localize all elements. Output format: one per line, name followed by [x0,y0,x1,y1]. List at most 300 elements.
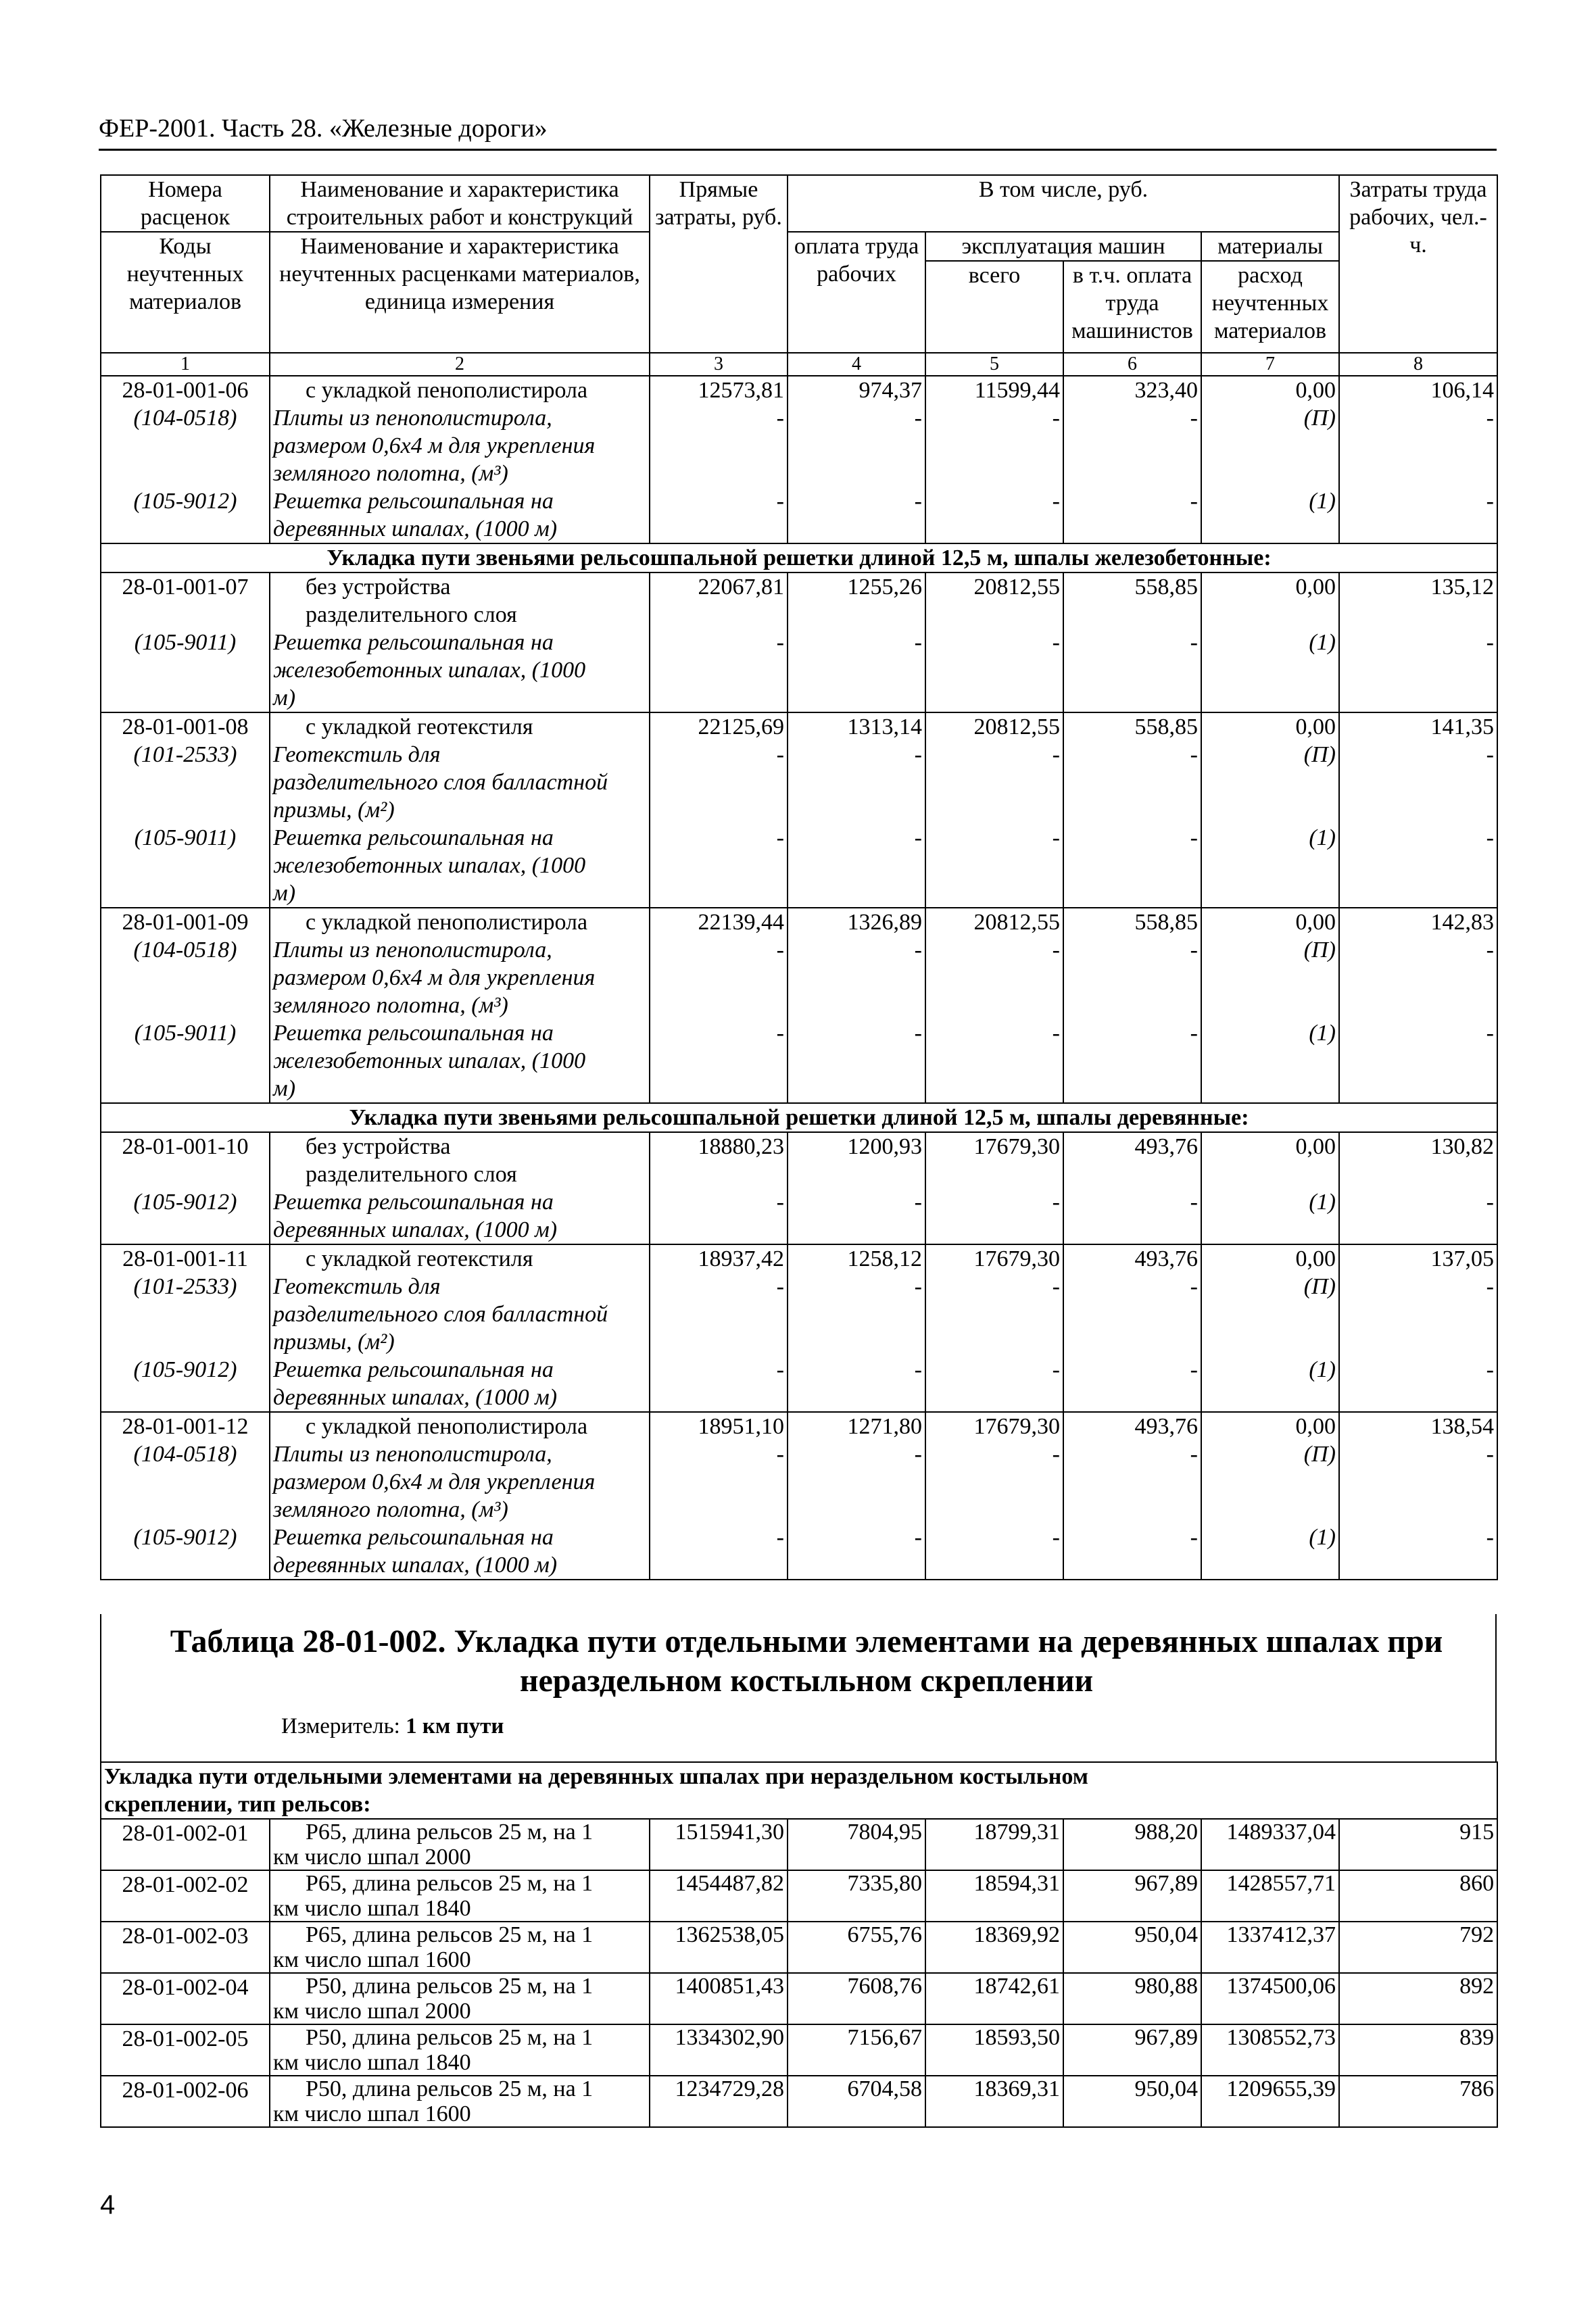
material-description: Плиты из пенополистирола, [273,937,552,962]
material-mark: (1) [1309,825,1336,850]
spacer [653,992,784,1019]
materials-value: 0,00 [1295,1246,1336,1271]
direct-costs: 22139,44 [698,910,784,935]
measure-label: Измеритель: [281,1714,400,1738]
dash: - [1052,1442,1060,1467]
material-code: (104-0518) [133,1442,237,1467]
work-description: Р50, длина рельсов 25 м, на 1 [306,2076,594,2101]
header-machines: эксплуатация машин [925,232,1201,261]
material-mark: (1) [1309,489,1336,514]
spacer [1343,852,1494,879]
material-description: размером 0,6х4 м для укрепления [273,965,596,990]
materials-value: 0,00 [1295,910,1336,935]
spacer [104,769,266,796]
spacer [1067,1161,1198,1188]
spacer [104,601,266,629]
description-cell [270,1870,650,1922]
labor-pay: 1255,26 [847,575,922,600]
material-mark: (1) [1309,1357,1336,1382]
labor-pay: 7804,95 [788,1819,925,1870]
material-description: железобетонных шпалах, (1000 [273,853,586,878]
rate-code-cell [101,1132,270,1244]
labor-hours-cell [1339,376,1497,543]
machinists-pay-cell [1063,1412,1201,1580]
spacer [1067,515,1198,543]
spacer [653,852,784,879]
dash: - [776,1442,784,1467]
materials-value: 1489337,04 [1201,1819,1339,1870]
spacer [929,992,1060,1019]
materials-value: 1428557,71 [1201,1870,1339,1922]
description-cell [270,1244,650,1412]
spacer [653,1468,784,1496]
spacer [1067,796,1198,824]
material-description: м) [273,881,296,906]
spacer [791,1161,922,1188]
labor-hours: 106,14 [1430,378,1494,403]
dash: - [1190,1021,1198,1046]
machinists-pay: 493,76 [1134,1414,1198,1439]
spacer [1343,1496,1494,1524]
work-description: Р65, длина рельсов 25 м, на 1 [306,1871,594,1896]
materials-value-cell [1201,376,1339,543]
labor-pay: 1200,93 [847,1134,922,1159]
spacer [1343,656,1494,684]
spacer [1205,601,1336,629]
spacer [1205,1075,1336,1102]
materials-value: 1308552,73 [1201,2024,1339,2076]
dash: - [776,406,784,431]
spacer [104,1384,266,1411]
rate-code-cell [101,572,270,712]
description-cell [270,712,650,908]
column-number: 8 [1339,353,1497,376]
spacer [791,460,922,487]
dash: - [1486,825,1494,850]
dash: - [776,742,784,767]
direct-costs-cell [650,572,788,712]
labor-hours: 135,12 [1430,575,1494,600]
spacer [1205,879,1336,907]
direct-costs-cell [650,1132,788,1244]
dash: - [776,1357,784,1382]
dash: - [914,1190,922,1215]
machines-total-cell [925,908,1063,1103]
direct-costs: 22067,81 [698,575,784,600]
work-description: разделительного слоя [306,602,517,627]
rates-table-28-01-002 [100,1761,1498,2128]
section-heading: Укладка пути звеньями рельсошпальной решетки длиной 12,5 м, шпалы железобетонные: [101,543,1497,572]
spacer [1343,1300,1494,1328]
materials-value: 0,00 [1295,1134,1336,1159]
machinists-pay: 558,85 [1134,575,1198,600]
dash: - [914,742,922,767]
material-mark: (1) [1309,1021,1336,1046]
spacer [653,1384,784,1411]
machines-total: 18369,31 [925,2076,1063,2127]
spacer [1067,1300,1198,1328]
material-code: (105-9012) [133,1525,237,1550]
dash: - [1190,1274,1198,1299]
spacer [1205,1468,1336,1496]
material-description: земляного полотна, (м³) [273,461,508,486]
spacer [653,1551,784,1579]
table-row [101,1132,1497,1244]
work-description: Р65, длина рельсов 25 м, на 1 [306,1820,594,1845]
spacer [1343,964,1494,992]
material-description: размером 0,6х4 м для укрепления [273,1469,596,1494]
machinists-pay: 988,20 [1063,1819,1201,1870]
material-code: (105-9011) [134,1021,237,1046]
dash: - [1052,742,1060,767]
dash: - [1486,937,1494,962]
spacer [791,1047,922,1075]
spacer [791,656,922,684]
spacer [1343,1328,1494,1356]
labor-pay: 7335,80 [788,1870,925,1922]
spacer [104,1551,266,1579]
dash: - [914,937,922,962]
header-labor-pay: оплата труда рабочих [788,232,925,353]
labor-pay-cell [788,1244,925,1412]
work-description: разделительного слоя [306,1162,517,1187]
spacer [1343,432,1494,460]
dash: - [914,1021,922,1046]
machines-total: 18369,92 [925,1922,1063,1973]
spacer [929,1551,1060,1579]
spacer [929,1216,1060,1244]
material-code: (105-9012) [133,1190,237,1215]
machines-total-cell [925,1412,1063,1580]
spacer [1205,992,1336,1019]
material-description: Решетка рельсошпальная на [273,1525,554,1550]
spacer [104,1161,266,1188]
material-description: разделительного слоя балластной [273,1302,608,1327]
spacer [929,769,1060,796]
labor-hours: 141,35 [1430,714,1494,739]
machinists-pay: 493,76 [1134,1134,1198,1159]
dash: - [776,825,784,850]
spacer [791,432,922,460]
table-row [101,2024,1497,2076]
header-machinists-pay: в т.ч. оплата труда машинистов [1063,261,1201,353]
spacer [104,1496,266,1524]
machinists-pay-cell [1063,572,1201,712]
spacer [1067,684,1198,712]
work-description: км число шпал 1840 [273,2050,471,2075]
labor-hours: 130,82 [1430,1134,1494,1159]
spacer [791,1496,922,1524]
machines-total: 17679,30 [973,1134,1060,1159]
spacer [929,1161,1060,1188]
labor-pay-cell [788,572,925,712]
spacer [1205,1551,1336,1579]
spacer [1067,1551,1198,1579]
labor-pay: 974,37 [859,378,922,403]
work-description: км число шпал 1600 [273,1947,471,1972]
spacer [1343,1551,1494,1579]
machinists-pay: 493,76 [1134,1246,1198,1271]
spacer [929,1075,1060,1102]
rate-code: 28-01-002-04 [101,1973,270,2024]
labor-pay: 6755,76 [788,1922,925,1973]
spacer [104,1075,266,1102]
spacer [791,1075,922,1102]
spacer [1067,1328,1198,1356]
spacer [1343,1047,1494,1075]
section-heading-line: Укладка пути отдельными элементами на деревянных шпалах при нераздельном костыльном [104,1764,1088,1789]
labor-pay: 1326,89 [847,910,922,935]
dash: - [914,489,922,514]
spacer [653,879,784,907]
work-description: без устройства [306,575,451,600]
dash: - [914,1442,922,1467]
machinists-pay-cell [1063,712,1201,908]
spacer [653,1075,784,1102]
header-materials-consumption: расход неучтенных материалов [1201,261,1339,353]
direct-costs-cell [650,712,788,908]
direct-costs-cell [650,1244,788,1412]
header-codes: Коды неучтенных материалов [101,232,270,353]
dash: - [914,1274,922,1299]
dash: - [1052,406,1060,431]
work-description: с укладкой пенополистирола [306,378,588,403]
material-description: Решетка рельсошпальная на [273,825,554,850]
machinists-pay: 950,04 [1063,2076,1201,2127]
spacer [929,879,1060,907]
spacer [791,879,922,907]
material-code: (104-0518) [133,406,237,431]
page-header: ФЕР-2001. Часть 28. «Железные дороги» [99,114,548,143]
column-number: 1 [101,353,270,376]
machines-total-cell [925,376,1063,543]
materials-value: 0,00 [1295,575,1336,600]
labor-pay: 7608,76 [788,1973,925,2024]
direct-costs: 1400851,43 [650,1973,788,2024]
material-description: Геотекстиль для [273,742,441,767]
spacer [104,684,266,712]
spacer [791,1216,922,1244]
table-row [101,1819,1497,1870]
material-mark: (П) [1303,742,1336,767]
spacer [929,460,1060,487]
table-row [101,712,1497,908]
spacer [653,1496,784,1524]
direct-costs: 22125,69 [698,714,784,739]
header-direct-costs: Прямые затраты, руб. [650,175,788,353]
dash: - [776,1525,784,1550]
spacer [1205,1328,1336,1356]
machinists-pay: 323,40 [1134,378,1198,403]
work-description: км число шпал 2000 [273,1845,471,1870]
work-description: км число шпал 2000 [273,1999,471,2024]
header-including: В том числе, руб. [788,175,1339,232]
machinists-pay-cell [1063,376,1201,543]
rate-code-cell [101,1412,270,1580]
spacer [1205,432,1336,460]
table-row [101,1412,1497,1580]
section-row [101,1103,1497,1132]
spacer [1067,879,1198,907]
machines-total-cell [925,1244,1063,1412]
rate-code-cell [101,712,270,908]
rate-code: 28-01-002-03 [101,1922,270,1973]
spacer [1343,796,1494,824]
rate-code: 28-01-001-07 [122,575,249,600]
section-row [101,1762,1497,1819]
materials-value-cell [1201,908,1339,1103]
spacer [791,1468,922,1496]
spacer [653,769,784,796]
direct-costs-cell [650,908,788,1103]
direct-costs-cell [650,376,788,543]
spacer [104,992,266,1019]
dash: - [1190,489,1198,514]
labor-hours-cell [1339,712,1497,908]
section-row [101,543,1497,572]
description-cell [270,1412,650,1580]
spacer [791,1328,922,1356]
labor-pay-cell [788,712,925,908]
spacer [104,656,266,684]
spacer [1205,1216,1336,1244]
direct-costs: 1362538,05 [650,1922,788,1973]
spacer [1205,1047,1336,1075]
material-description: м) [273,685,296,710]
labor-hours: 137,05 [1430,1246,1494,1271]
material-description: железобетонных шпалах, (1000 [273,658,586,683]
rate-code: 28-01-001-09 [122,910,249,935]
table-title-block [100,1614,1497,1761]
direct-costs: 18937,42 [698,1246,784,1271]
spacer [1205,769,1336,796]
labor-pay: 1313,14 [847,714,922,739]
header-materials: материалы [1201,232,1339,261]
dash: - [914,406,922,431]
column-number: 5 [925,353,1063,376]
material-description: разделительного слоя балластной [273,770,608,795]
rate-code: 28-01-001-06 [122,378,249,403]
labor-hours: 792 [1339,1922,1497,1973]
spacer [1343,1075,1494,1102]
machinists-pay: 558,85 [1134,910,1198,935]
materials-value-cell [1201,712,1339,908]
dash: - [776,1274,784,1299]
page-number: 4 [100,2190,116,2220]
spacer [653,1161,784,1188]
machinists-pay-cell [1063,1244,1201,1412]
header-rule [99,149,1497,151]
material-description: Решетка рельсошпальная на [273,489,554,514]
labor-hours: 915 [1339,1819,1497,1870]
material-code: (104-0518) [133,937,237,962]
description-cell [270,376,650,543]
material-code: (105-9011) [134,825,237,850]
spacer [1205,460,1336,487]
spacer [1067,460,1198,487]
spacer [653,796,784,824]
material-description: призмы, (м²) [273,798,395,823]
material-mark: (П) [1303,1274,1336,1299]
column-number: 4 [788,353,925,376]
spacer [791,1551,922,1579]
description-cell [270,1973,650,2024]
spacer [929,1328,1060,1356]
rate-code: 28-01-002-06 [101,2076,270,2127]
description-cell [270,1922,650,1973]
spacer [104,796,266,824]
material-mark: (1) [1309,630,1336,655]
labor-pay: 6704,58 [788,2076,925,2127]
dash: - [776,937,784,962]
rate-code-cell [101,908,270,1103]
materials-value: 0,00 [1295,1414,1336,1439]
table-row [101,376,1497,543]
dash: - [914,630,922,655]
machinists-pay: 950,04 [1063,1922,1201,1973]
dash: - [1486,630,1494,655]
work-description: без устройства [306,1134,451,1159]
work-description: с укладкой пенополистирола [306,1414,588,1439]
spacer [1067,1468,1198,1496]
machines-total: 18593,50 [925,2024,1063,2076]
dash: - [1486,1274,1494,1299]
dash: - [1190,742,1198,767]
spacer [791,515,922,543]
description-cell [270,2076,650,2127]
rate-code: 28-01-001-12 [122,1414,249,1439]
dash: - [1052,937,1060,962]
spacer [1343,515,1494,543]
spacer [1205,656,1336,684]
labor-pay: 1258,12 [847,1246,922,1271]
material-description: размером 0,6х4 м для укрепления [273,433,596,458]
material-description: деревянных шпалах, (1000 м) [273,1553,558,1578]
rate-code-cell [101,376,270,543]
dash: - [914,825,922,850]
dash: - [776,630,784,655]
rate-code: 28-01-001-11 [122,1246,248,1271]
labor-hours-cell [1339,908,1497,1103]
machines-total: 17679,30 [973,1414,1060,1439]
rate-code: 28-01-001-10 [122,1134,249,1159]
spacer [791,1384,922,1411]
spacer [653,515,784,543]
labor-hours-cell [1339,1132,1497,1244]
dash: - [1486,1021,1494,1046]
spacer [1205,515,1336,543]
dash: - [1190,1190,1198,1215]
spacer [1343,460,1494,487]
work-description: с укладкой геотекстиля [306,714,533,739]
dash: - [1052,1274,1060,1299]
rate-code: 28-01-002-01 [101,1819,270,1870]
dash: - [1486,1190,1494,1215]
spacer [104,1468,266,1496]
dash: - [1486,406,1494,431]
spacer [653,1328,784,1356]
column-number: 3 [650,353,788,376]
spacer [653,1300,784,1328]
machines-total-cell [925,572,1063,712]
dash: - [1052,1357,1060,1382]
spacer [104,879,266,907]
material-mark: (1) [1309,1190,1336,1215]
table-row [101,1870,1497,1922]
spacer [791,992,922,1019]
spacer [929,684,1060,712]
labor-pay-cell [788,908,925,1103]
